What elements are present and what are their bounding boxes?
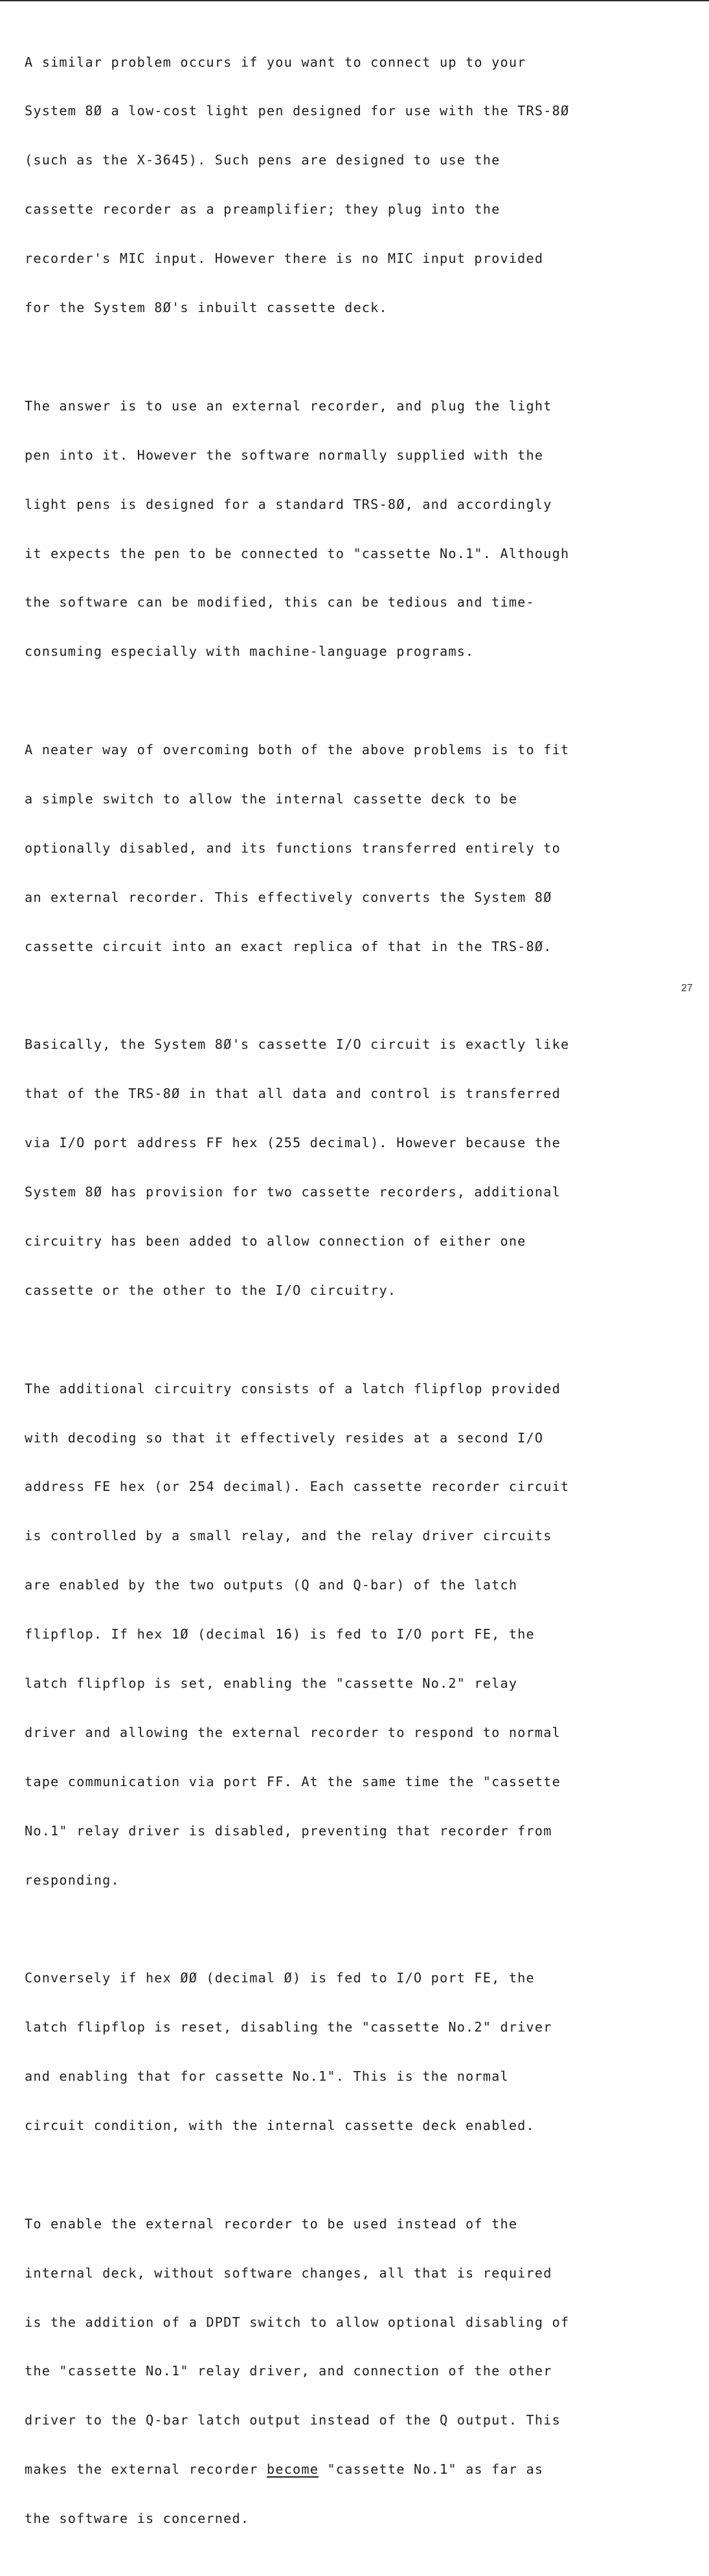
text-line: and enabling that for cassette No.1". This is the normal: [25, 2068, 509, 2085]
text-line: circuit condition, with the internal cassette deck enabled.: [25, 2118, 535, 2133]
text-line: an external recorder. This effectively converts the System 8Ø: [25, 889, 552, 905]
page-top-edge: [0, 0, 709, 1]
text-line: System 8Ø a low-cost light pen designed for use with the TRS-8Ø: [25, 103, 570, 119]
text-line: it expects the pen to be connected to "cassette No.1". Although: [25, 545, 570, 561]
text-line: flipflop. If hex 1Ø (decimal 16) is fed to I/O port FE, the: [25, 1626, 535, 1642]
paragraph-dpdt-switch: [25, 2183, 698, 2560]
text-segment: "cassette No.1" as far as: [319, 2461, 544, 2478]
text-line: for the System 8Ø's inbuilt cassette deck.: [25, 300, 388, 316]
text-line: internal deck, without software changes, all that is required: [25, 2265, 552, 2281]
paragraph-latch-flipflop: [25, 1348, 698, 1921]
text-line: responding.: [25, 1872, 120, 1888]
text-line: are enabled by the two outputs (Q and Q-bar) of the latch: [25, 1577, 518, 1593]
underlined-word: become: [266, 2461, 319, 2478]
text-line: tape communication via port FF. At the same time the "cassette: [25, 1773, 561, 1789]
text-line: light pens is designed for a standard TRS-8Ø, and accordingly: [25, 496, 552, 512]
text-line-with-underline: [25, 2461, 698, 2478]
paragraph-neater-way: [25, 709, 698, 987]
paragraph-light-pen-problem: [25, 21, 698, 349]
text-line: recorder's MIC input. However there is no MIC input provided: [25, 251, 544, 267]
text-line: driver to the Q-bar latch output instead of the Q output. This: [25, 2412, 561, 2428]
text-line: A neater way of overcoming both of the above problems is to fit: [25, 742, 570, 758]
text-line: driver and allowing the external recorder to respond to normal: [25, 1724, 561, 1740]
paragraph-conversely: [25, 1938, 698, 2167]
page-number: 27: [681, 983, 693, 994]
paragraph-cassette-io-circuit: [25, 1004, 698, 1332]
text-line: The additional circuitry consists of a latch flipflop provided: [25, 1380, 561, 1396]
text-line: The answer is to use an external recorder, and plug the light: [25, 398, 552, 414]
text-line: latch flipflop is set, enabling the "cassette No.2" relay: [25, 1675, 518, 1691]
paragraph-external-recorder: [25, 365, 698, 693]
text-line: cassette or the other to the I/O circuitry.: [25, 1282, 397, 1298]
text-line: via I/O port address FF hex (255 decimal). However because the: [25, 1135, 561, 1151]
document-body: [25, 21, 698, 2576]
text-line: consuming especially with machine-language programs.: [25, 644, 475, 660]
text-line: latch flipflop is reset, disabling the "cassette No.2" driver: [25, 2019, 552, 2035]
text-line: with decoding so that it effectively resides at a second I/O: [25, 1429, 544, 1446]
text-line: To enable the external recorder to be used instead of the: [25, 2215, 518, 2232]
text-line: circuitry has been added to allow connection of either one: [25, 1233, 526, 1249]
text-line: System 8Ø has provision for two cassette recorders, additional: [25, 1184, 561, 1200]
text-line: pen into it. However the software normally supplied with the: [25, 447, 544, 463]
text-line: Conversely if hex ØØ (decimal Ø) is fed to I/O port FE, the: [25, 1970, 535, 1986]
text-line: is the addition of a DPDT switch to allow optional disabling of: [25, 2314, 570, 2330]
text-line: that of the TRS-8Ø in that all data and control is transferred: [25, 1086, 561, 1102]
text-line: the software can be modified, this can be tedious and time-: [25, 594, 535, 610]
text-line: No.1" relay driver is disabled, preventing that recorder from: [25, 1822, 552, 1839]
text-line: a simple switch to allow the internal cassette deck to be: [25, 790, 518, 807]
text-line: the software is concerned.: [25, 2511, 250, 2527]
text-line: Basically, the System 8Ø's cassette I/O circuit is exactly like: [25, 1036, 570, 1053]
text-line: cassette circuit into an exact replica of that in the TRS-8Ø.: [25, 938, 552, 954]
text-line: address FE hex (or 254 decimal). Each cassette recorder circuit: [25, 1479, 570, 1495]
text-line: optionally disabled, and its functions transferred entirely to: [25, 840, 561, 856]
text-line: is controlled by a small relay, and the relay driver circuits: [25, 1528, 552, 1544]
text-line: cassette recorder as a preamplifier; they plug into the: [25, 201, 501, 218]
text-line: (such as the X-3645). Such pens are designed to use the: [25, 152, 501, 168]
text-segment: makes the external recorder: [25, 2461, 267, 2478]
text-line: the "cassette No.1" relay driver, and connection of the other: [25, 2363, 552, 2379]
text-line: A similar problem occurs if you want to connect up to your: [25, 54, 526, 70]
